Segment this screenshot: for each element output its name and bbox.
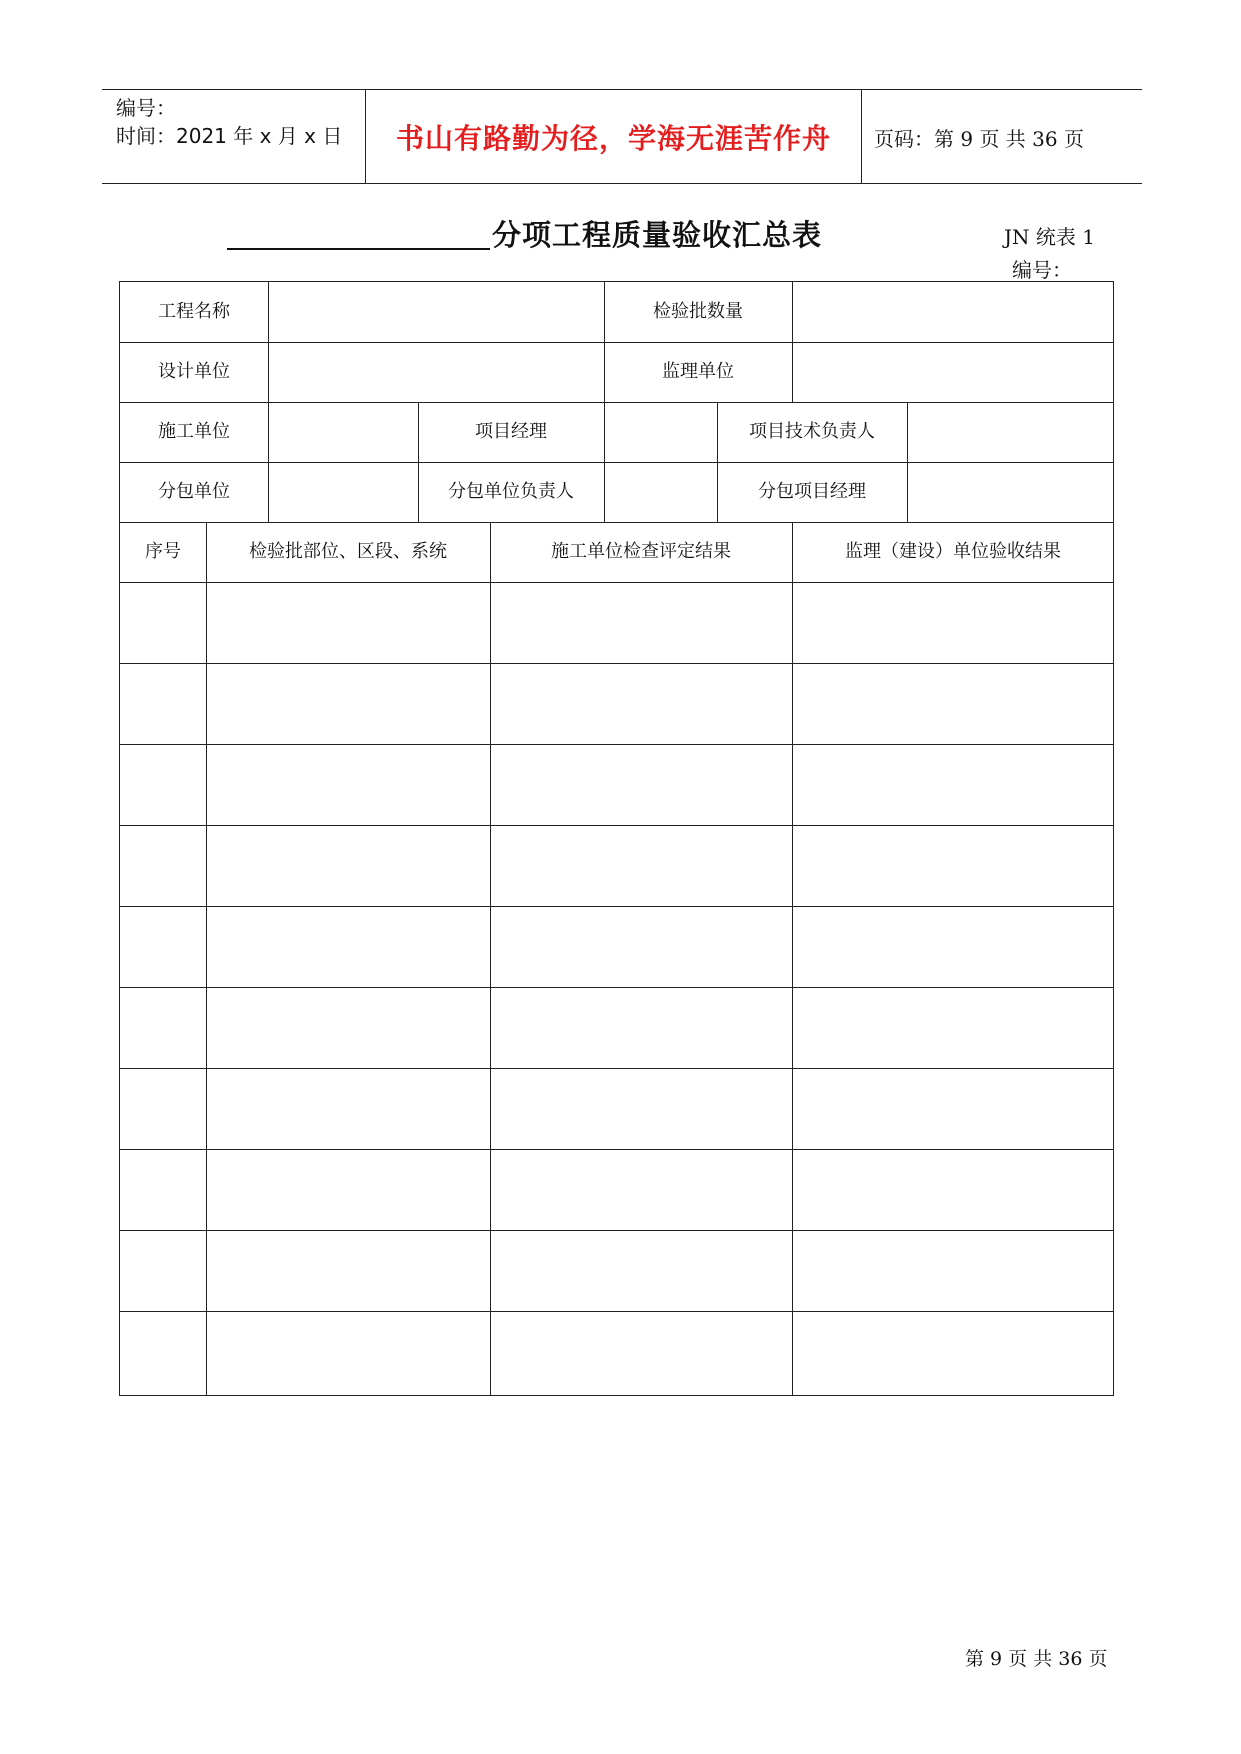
label-supervision-unit: 监理单位 <box>662 361 734 382</box>
table-rule <box>120 1149 1113 1150</box>
label-sub-pm: 分包项目经理 <box>758 481 866 502</box>
table-col-rule <box>792 282 793 402</box>
table-rule <box>120 744 1113 745</box>
page-title: 分项工程质量验收汇总表 <box>492 218 823 252</box>
table-col-rule <box>604 402 605 522</box>
table-col-rule <box>206 522 207 1395</box>
serial-number-label: 编号： <box>1012 258 1072 282</box>
label-construction-unit: 施工单位 <box>158 421 230 442</box>
table-rule <box>120 663 1113 664</box>
table-rule <box>120 987 1113 988</box>
table-col-rule <box>907 402 908 522</box>
column-header-supervision-result: 监理（建设）单位验收结果 <box>845 541 1061 562</box>
column-header-contractor-result: 施工单位检查评定结果 <box>551 541 731 562</box>
header-page-cell <box>862 90 1142 183</box>
table-col-rule <box>268 282 269 522</box>
header-page-info: 页码：第 9 页 共 36 页 <box>874 127 1084 151</box>
table-rule <box>120 825 1113 826</box>
form-code: JN 统表 1 <box>1004 225 1095 249</box>
label-project-manager: 项目经理 <box>475 421 547 442</box>
label-batch-count: 检验批数量 <box>653 301 743 322</box>
table-col-rule <box>792 522 793 1395</box>
footer-page-number: 第 9 页 共 36 页 <box>965 1648 1108 1670</box>
table-rule <box>120 906 1113 907</box>
table-rule <box>120 1230 1113 1231</box>
label-subcontractor: 分包单位 <box>158 481 230 502</box>
label-tech-lead: 项目技术负责人 <box>749 421 875 442</box>
header-number-label: 编号： <box>116 96 176 120</box>
column-header-location: 检验批部位、区段、系统 <box>249 541 447 562</box>
table-rule <box>120 1311 1113 1312</box>
header-time: 时间：2021 年 x 月 x 日 <box>116 124 343 148</box>
label-project-name: 工程名称 <box>158 301 230 322</box>
label-sub-lead: 分包单位负责人 <box>448 481 574 502</box>
header-band <box>102 89 1142 184</box>
table-rule <box>120 582 1113 583</box>
table-col-rule <box>490 522 491 1395</box>
title-blank-underline <box>227 248 490 250</box>
header-motto-cell <box>366 90 862 183</box>
column-header-seq: 序号 <box>145 541 181 562</box>
label-design-unit: 设计单位 <box>158 361 230 382</box>
summary-table <box>119 281 1114 1396</box>
header-meta-cell <box>102 90 366 183</box>
table-rule <box>120 1068 1113 1069</box>
header-motto: 书山有路勤为径，学海无涯苦作舟 <box>395 122 831 155</box>
